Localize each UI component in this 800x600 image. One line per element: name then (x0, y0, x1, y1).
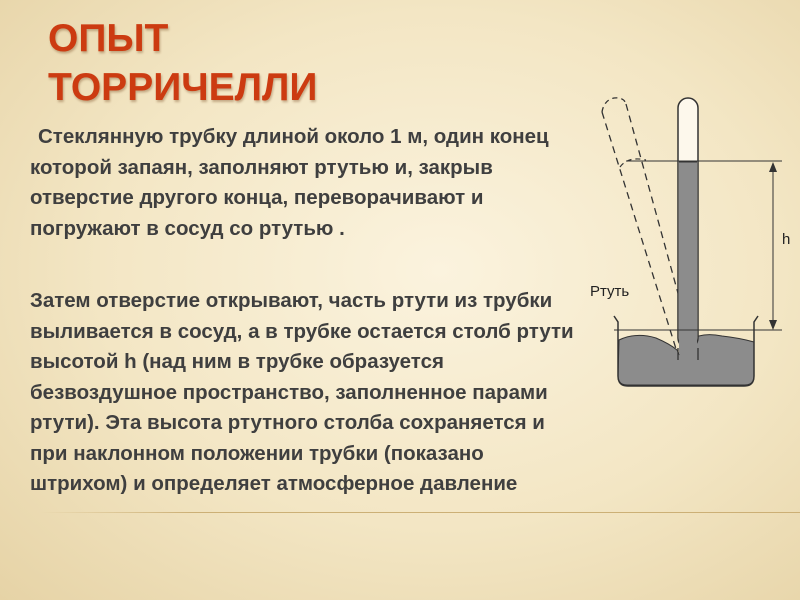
decorative-divider (40, 512, 800, 513)
height-label: h (782, 231, 791, 248)
paragraph-intro (30, 122, 585, 244)
height-arrow (769, 162, 777, 330)
paragraph-intro-text: Стеклянную трубку длиной около 1 м, один конец которой запаян, заполняют ртутью и, закрыв отверстие другого конца, переворачивают и погружают в сосуд со ртутью . (30, 125, 549, 240)
title-line-1: ОПЫТ (48, 17, 169, 60)
mercury-column (679, 162, 697, 354)
torricelli-experiment-diagram (590, 82, 800, 402)
title-line-2: ТОРРИЧЕЛЛИ (48, 66, 318, 109)
slide-title (48, 14, 317, 112)
mercury-label: Ртуть (590, 283, 630, 300)
paragraph-explanation: Затем отверстие открывают, часть ртути из трубки выливается в сосуд, а в трубке остается столб ртути высотой h (над ним в трубке образуется безвоздушное пространство, заполненное парами ртути). Эта высота ртутного столба сохраняется и при наклонном положении трубки (показано штрихом) и определяет атмосферное давление (30, 289, 574, 495)
